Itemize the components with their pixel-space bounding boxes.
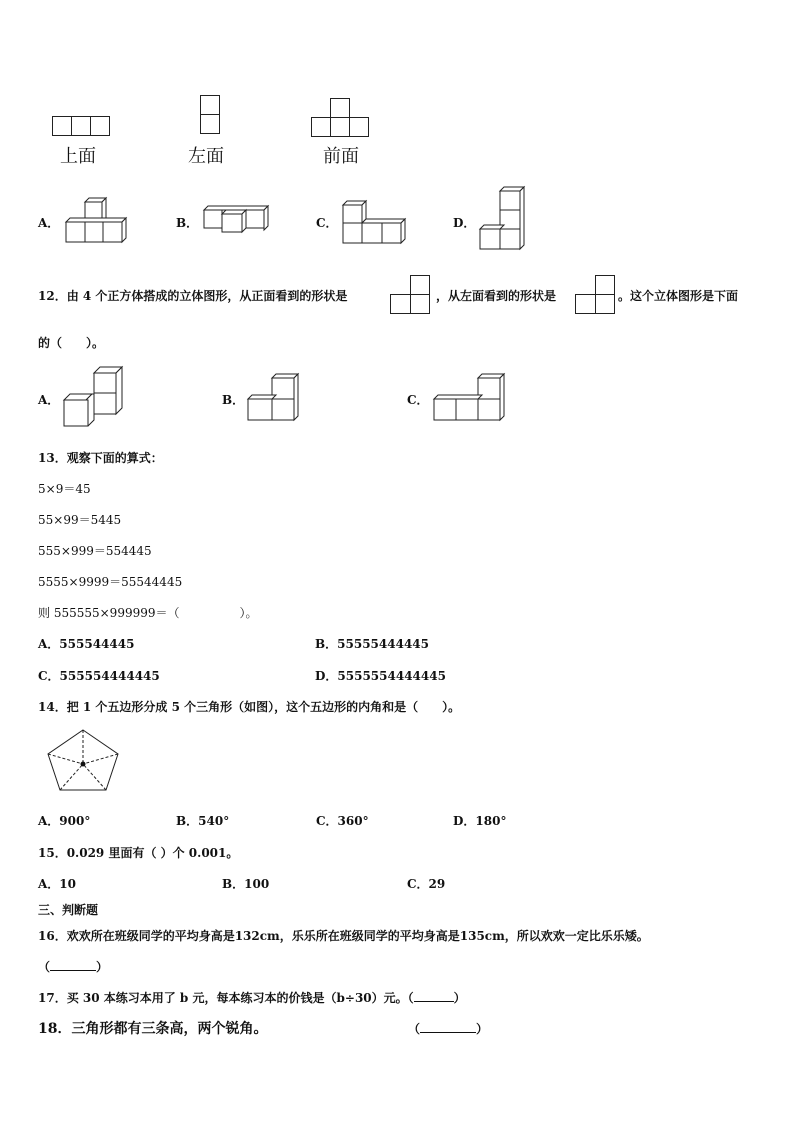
q17-line	[38, 989, 466, 1006]
q13-line-1: 5×9＝45	[38, 482, 91, 496]
q13-option-a[interactable]: A．555544445	[38, 637, 135, 651]
q15-option-c[interactable]: C．29	[407, 877, 446, 891]
q13-question: 则 555555×999999＝（ ）。	[38, 606, 258, 620]
q18-stem: 18．三角形都有三条高，两个锐角。	[38, 1021, 268, 1037]
section-heading: 三、判断题	[38, 903, 99, 917]
q14-option-b[interactable]: B．540°	[176, 814, 230, 828]
q12-option-b-cubes[interactable]	[248, 372, 302, 424]
q12-stem-part3: 。这个立体图形是下面	[618, 289, 739, 303]
q12-stem-part4: 的（ ）。	[38, 336, 105, 350]
q12-option-c-label[interactable]: C．	[407, 393, 429, 407]
q18-answer-blank[interactable]	[408, 1020, 488, 1037]
q13-option-d[interactable]: D．5555554444445	[315, 669, 446, 683]
q16-stem: 16．欢欢所在班级同学的平均身高是132cm，乐乐所在班级同学的平均身高是135cm，所以欢欢一定比乐乐矮。	[38, 929, 649, 943]
q12-option-a-cubes[interactable]	[64, 366, 126, 428]
q14-option-d[interactable]: D．180°	[453, 814, 507, 828]
q12-option-c-cubes[interactable]	[434, 372, 508, 424]
q17-paren-close: ）	[453, 991, 466, 1005]
q11-option-a-label[interactable]: A．	[38, 216, 60, 230]
q12-stem-part1: 12．由 4 个正方体搭成的立体图形，从正面看到的形状是	[38, 289, 348, 303]
q16-paren-close: ）	[96, 960, 109, 974]
q14-stem: 14．把 1 个五边形分成 5 个三角形（如图），这个五边形的内角和是（ ）。	[38, 700, 461, 714]
pentagon-figure	[48, 728, 122, 792]
q12-stem-part2: ，从左面看到的形状是	[436, 289, 557, 303]
q11-option-d-cubes[interactable]	[480, 187, 528, 251]
q18-blank-line[interactable]	[420, 1020, 476, 1033]
q12-option-b-label[interactable]: B．	[222, 393, 245, 407]
q17-blank-line[interactable]	[414, 989, 454, 1002]
q13-line-3: 555×999＝554445	[38, 544, 152, 558]
q11-option-c-cubes[interactable]	[343, 201, 409, 245]
q12-option-a-label[interactable]: A．	[38, 393, 60, 407]
q15-option-b[interactable]: B．100	[222, 877, 270, 891]
top-view-figure	[52, 116, 112, 136]
q18-paren-open: （	[408, 1022, 421, 1036]
q16-paren-open: （	[38, 960, 51, 974]
front-view-label: 前面	[323, 146, 359, 167]
q11-option-b-label[interactable]: B．	[176, 216, 199, 230]
q15-stem: 15．0.029 里面有（ ）个 0.001。	[38, 846, 239, 860]
q13-option-c[interactable]: C．555554444445	[38, 669, 160, 683]
q12-left-view-inline	[575, 275, 617, 315]
q13-stem: 13．观察下面的算式：	[38, 451, 163, 465]
q12-front-view-inline	[390, 275, 432, 315]
q17-stem: 17．买 30 本练习本用了 b 元，每本练习本的价钱是（b÷30）元。（	[38, 991, 414, 1005]
q13-line-2: 55×99＝5445	[38, 513, 122, 527]
q11-option-d-label[interactable]: D．	[453, 216, 476, 230]
q18-paren-close: ）	[476, 1022, 489, 1036]
q16-blank-line[interactable]	[50, 958, 96, 971]
q11-option-a-cubes[interactable]	[66, 200, 136, 244]
q11-option-c-label[interactable]: C．	[316, 216, 338, 230]
left-view-figure	[200, 95, 220, 135]
q16-answer-blank[interactable]	[38, 958, 108, 975]
left-view-label: 左面	[188, 146, 224, 167]
front-view-figure	[311, 98, 371, 138]
q11-option-b-cubes[interactable]	[204, 206, 270, 234]
q14-option-c[interactable]: C．360°	[316, 814, 369, 828]
q15-option-a[interactable]: A．10	[38, 877, 77, 891]
q13-line-4: 5555×9999＝55544445	[38, 575, 183, 589]
q13-option-b[interactable]: B．55555444445	[315, 637, 429, 651]
q14-option-a[interactable]: A．900°	[38, 814, 91, 828]
top-view-label: 上面	[60, 146, 96, 167]
